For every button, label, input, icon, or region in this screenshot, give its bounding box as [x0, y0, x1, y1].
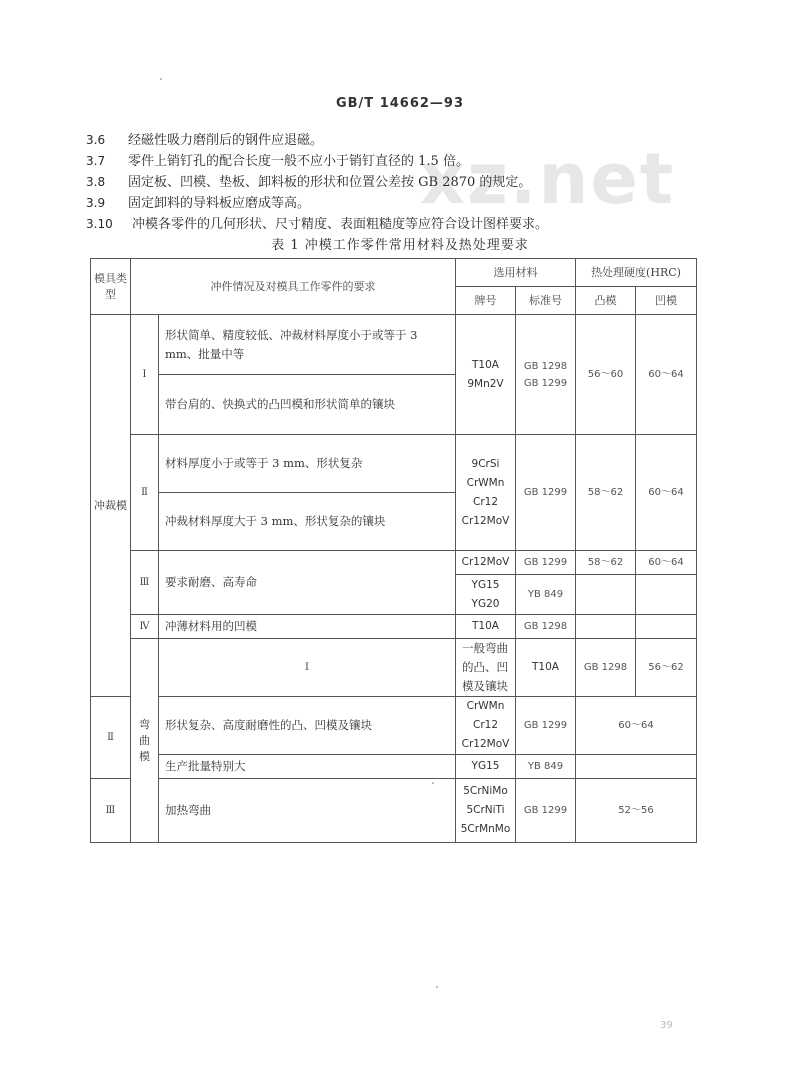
header-standard: 标准号 — [516, 287, 576, 315]
scan-speck — [160, 78, 162, 80]
requirement-cell: 加热弯曲 — [159, 779, 456, 843]
group-id: Ⅱ — [91, 697, 131, 779]
punch-hardness-cell — [576, 615, 636, 639]
group-id: Ⅲ — [131, 551, 159, 615]
standard-cell: YB 849 — [516, 575, 576, 615]
clause-3-6 — [86, 130, 706, 151]
punch-hardness-cell: 56～60 — [576, 315, 636, 435]
clause-3-10 — [86, 214, 706, 235]
clause-text: 冲模各零件的几何形状、尺寸精度、表面粗糙度等应符合设计图样要求。 — [132, 217, 549, 232]
hardness-cell: 60～64 — [576, 697, 697, 755]
header-hardness: 热处理硬度(HRC) — [576, 259, 697, 287]
standard-cell: GB 1298 — [576, 639, 636, 697]
grade-cell: 9CrSi CrWMn Cr12 Cr12MoV — [456, 435, 516, 551]
hardness-cell — [576, 755, 697, 779]
requirement-cell: 生产批量特别大 — [159, 755, 456, 779]
grade-cell: YG15 YG20 — [456, 575, 516, 615]
grade-cell: CrWMn Cr12 Cr12MoV — [456, 697, 516, 755]
die-hardness-cell: 60～64 — [636, 435, 697, 551]
requirement-cell: 带台肩的、快换式的凸凹模和形状简单的镶块 — [159, 375, 456, 435]
clause-text: 固定卸料的导料板应磨成等高。 — [128, 196, 311, 211]
standard-cell: GB 1299 — [516, 551, 576, 575]
table-row — [91, 435, 697, 493]
requirement-cell: 一般弯曲的凸、凹模及镶块 — [456, 639, 516, 697]
table-row — [91, 551, 697, 575]
requirement-cell: 冲薄材料用的凹模 — [159, 615, 456, 639]
table-body — [91, 315, 697, 843]
header-punch: 凸模 — [576, 287, 636, 315]
requirement-cell: 形状简单、精度较低、冲裁材料厚度小于或等于 3 mm、批量中等 — [159, 315, 456, 375]
standard-cell: GB 1299 — [516, 697, 576, 755]
table-row — [91, 755, 697, 779]
grade-cell: Cr12MoV — [456, 551, 516, 575]
clause-number: 3.9 — [86, 196, 106, 210]
punch-hardness-cell — [576, 575, 636, 615]
die-hardness-cell: 60～64 — [636, 551, 697, 575]
grade-cell: T10A — [516, 639, 576, 697]
group-id: Ⅱ — [131, 435, 159, 551]
die-hardness-cell — [636, 615, 697, 639]
clause-number: 3.7 — [86, 154, 106, 168]
table-row — [91, 639, 697, 697]
group-id: Ⅰ — [159, 639, 456, 697]
requirement-cell: 冲裁材料厚度大于 3 mm、形状复杂的镶块 — [159, 493, 456, 551]
punch-hardness-cell: 58～62 — [576, 435, 636, 551]
hardness-cell: 56～62 — [636, 639, 697, 697]
watermark: xz.net — [420, 138, 676, 220]
group-id: Ⅰ — [131, 315, 159, 435]
clause-3-8 — [86, 172, 706, 193]
group-id: Ⅳ — [131, 615, 159, 639]
standard-cell: GB 1299 — [516, 435, 576, 551]
header-die-type: 模具类型 — [91, 259, 131, 315]
table-row — [91, 697, 697, 755]
table-caption: 表 1 冲模工作零件常用材料及热处理要求 — [271, 238, 529, 253]
die-hardness-cell — [636, 575, 697, 615]
standard-cell: GB 1299 — [516, 779, 576, 843]
clause-number: 3.8 — [86, 175, 106, 189]
die-hardness-cell: 60～64 — [636, 315, 697, 435]
grade-cell: 5CrNiMo 5CrNiTi 5CrMnMo — [456, 779, 516, 843]
standard-cell: GB 1298 — [516, 615, 576, 639]
materials-table — [90, 258, 697, 843]
category-punching-die: 冲裁模 — [91, 315, 131, 697]
hardness-cell: 52～56 — [576, 779, 697, 843]
grade-cell: T10A — [456, 615, 516, 639]
clause-number: 3.10 — [86, 217, 113, 231]
clause-text: 经磁性吸力磨削后的钢件应退磁。 — [128, 133, 324, 148]
clause-list — [86, 130, 706, 235]
header-die: 凹模 — [636, 287, 697, 315]
category-bending-die: 弯曲模 — [131, 639, 159, 843]
table-header-row — [91, 259, 697, 287]
requirement-cell: 形状复杂、高度耐磨性的凸、凹模及镶块 — [159, 697, 456, 755]
clause-3-7 — [86, 151, 706, 172]
punch-hardness-cell: 58～62 — [576, 551, 636, 575]
grade-cell: YG15 — [456, 755, 516, 779]
table-row — [91, 615, 697, 639]
table-row — [91, 315, 697, 375]
header-grade: 牌号 — [456, 287, 516, 315]
table-row — [91, 779, 697, 843]
standard-cell: GB 1298 GB 1299 — [516, 315, 576, 435]
scan-speck — [432, 782, 434, 784]
clause-text: 固定板、凹模、垫板、卸料板的形状和位置公差按 GB 2870 的规定。 — [128, 175, 532, 190]
group-id: Ⅲ — [91, 779, 131, 843]
header-requirement: 冲件情况及对模具工作零件的要求 — [131, 259, 456, 315]
requirement-cell: 材料厚度小于或等于 3 mm、形状复杂 — [159, 435, 456, 493]
clause-text: 零件上销钉孔的配合长度一般不应小于销钉直径的 1.5 倍。 — [128, 154, 469, 169]
standard-cell: YB 849 — [516, 755, 576, 779]
grade-cell: T10A 9Mn2V — [456, 315, 516, 435]
clause-number: 3.6 — [86, 133, 106, 147]
requirement-cell: 要求耐磨、高寿命 — [159, 551, 456, 615]
header-materials: 选用材料 — [456, 259, 576, 287]
scan-speck — [436, 986, 438, 988]
clause-3-9 — [86, 193, 706, 214]
page-number: 39 — [660, 1020, 673, 1031]
standard-header: GB/T 14662—93 — [335, 96, 465, 111]
